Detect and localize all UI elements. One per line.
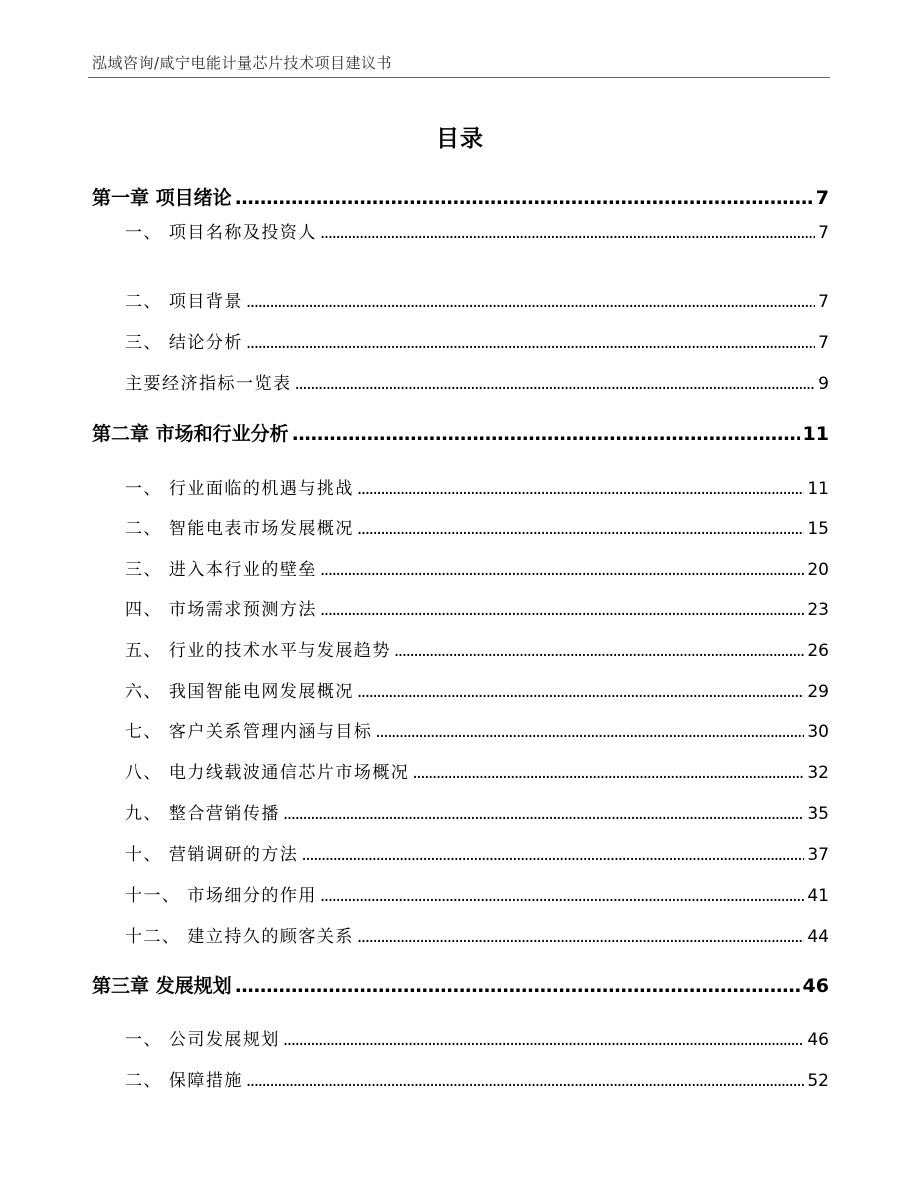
dot-leader [283, 1030, 804, 1050]
dot-leader [357, 682, 804, 702]
toc-entry-label: 二、 保障措施 [125, 1071, 243, 1091]
toc-entry-section[interactable] [125, 717, 829, 742]
toc-entry-section[interactable] [125, 328, 829, 353]
toc-page-number: 46 [807, 1030, 829, 1050]
dot-leader [357, 519, 804, 539]
toc-entry-label: 第三章 发展规划 [92, 975, 232, 997]
toc-entry-section[interactable] [125, 474, 829, 499]
dot-leader [235, 975, 800, 997]
dot-leader [357, 479, 804, 499]
dot-leader [292, 423, 800, 445]
toc-entry-section[interactable] [125, 595, 829, 620]
toc-entry-label: 第一章 项目绪论 [92, 187, 232, 209]
toc-entry-label: 九、 整合营销传播 [125, 804, 280, 824]
toc-title: 目录 [436, 126, 484, 152]
toc-entry-label: 三、 结论分析 [125, 333, 243, 353]
toc-entry-section[interactable] [125, 369, 829, 394]
toc-entry-label: 十一、 市场细分的作用 [125, 886, 317, 906]
toc-entry-section[interactable] [125, 677, 829, 702]
toc-page-number: 30 [807, 722, 829, 742]
toc-entry-label: 八、 电力线载波通信芯片市场概况 [125, 763, 410, 783]
toc-entry-section[interactable] [125, 799, 829, 824]
toc-page-number: 35 [807, 804, 829, 824]
toc-page-number: 46 [802, 975, 829, 997]
dot-leader [394, 641, 804, 661]
toc-entry-label: 十二、 建立持久的顾客关系 [125, 927, 354, 947]
toc-page-number: 26 [807, 641, 829, 661]
dot-leader [246, 1071, 804, 1091]
toc-entry-label: 五、 行业的技术水平与发展趋势 [125, 641, 391, 661]
toc-page-number: 7 [818, 292, 829, 312]
toc-entry-chapter[interactable] [92, 971, 829, 998]
toc-entry-section[interactable] [125, 287, 829, 312]
toc-entry-section[interactable] [125, 758, 829, 783]
toc-page-number: 44 [807, 927, 829, 947]
dot-leader [320, 560, 804, 580]
toc-page-number: 37 [807, 845, 829, 865]
toc-page-number: 7 [818, 223, 829, 243]
toc-entry-section[interactable] [125, 636, 829, 661]
dot-leader [246, 333, 815, 353]
toc-entry-label: 二、 智能电表市场发展概况 [125, 519, 354, 539]
toc-page-number: 7 [815, 187, 829, 209]
toc-entry-label: 一、 项目名称及投资人 [125, 223, 317, 243]
dot-leader [357, 927, 804, 947]
dot-leader [301, 845, 804, 865]
toc-entry-chapter[interactable] [92, 183, 829, 210]
toc-entry-section[interactable] [125, 555, 829, 580]
toc-page-number: 9 [818, 374, 829, 394]
toc-page-number: 41 [807, 886, 829, 906]
toc-entry-label: 三、 进入本行业的壁垒 [125, 560, 317, 580]
toc-page-number: 11 [807, 479, 829, 499]
toc-page-number: 32 [807, 763, 829, 783]
toc-entry-section[interactable] [125, 218, 829, 243]
toc-entry-label: 七、 客户关系管理内涵与目标 [125, 722, 373, 742]
dot-leader [375, 722, 804, 742]
toc-entry-chapter[interactable] [92, 419, 829, 446]
toc-entry-section[interactable] [125, 840, 829, 865]
toc-entry-label: 第二章 市场和行业分析 [92, 423, 289, 445]
toc-entry-label: 六、 我国智能电网发展概况 [125, 682, 354, 702]
toc-entry-label: 十、 营销调研的方法 [125, 845, 299, 865]
dot-leader [246, 292, 815, 312]
toc-page-number: 52 [807, 1071, 829, 1091]
dot-leader [283, 804, 804, 824]
dot-leader [235, 187, 813, 209]
toc-entry-label: 一、 行业面临的机遇与挑战 [125, 479, 354, 499]
toc-entry-label: 四、 市场需求预测方法 [125, 600, 317, 620]
toc-entry-label: 主要经济指标一览表 [125, 374, 292, 394]
toc-page-number: 29 [807, 682, 829, 702]
dot-leader [320, 886, 804, 906]
toc-entry-section[interactable] [125, 1025, 829, 1050]
toc-page-number: 20 [807, 560, 829, 580]
toc-entry-section[interactable] [125, 1066, 829, 1091]
dot-leader [295, 374, 816, 394]
toc-entry-section[interactable] [125, 922, 829, 947]
toc-entry-label: 一、 公司发展规划 [125, 1030, 280, 1050]
dot-leader [320, 223, 815, 243]
toc-page-number: 11 [802, 423, 829, 445]
toc-entry-section[interactable] [125, 514, 829, 539]
toc-entry-label: 二、 项目背景 [125, 292, 243, 312]
toc-page-number: 7 [818, 333, 829, 353]
dot-leader [320, 600, 804, 620]
toc-page-number: 23 [807, 600, 829, 620]
toc-entry-section[interactable] [125, 881, 829, 906]
dot-leader [412, 763, 804, 783]
toc-page-number: 15 [807, 519, 829, 539]
running-header: 泓域咨询/咸宁电能计量芯片技术项目建议书 [92, 54, 393, 72]
